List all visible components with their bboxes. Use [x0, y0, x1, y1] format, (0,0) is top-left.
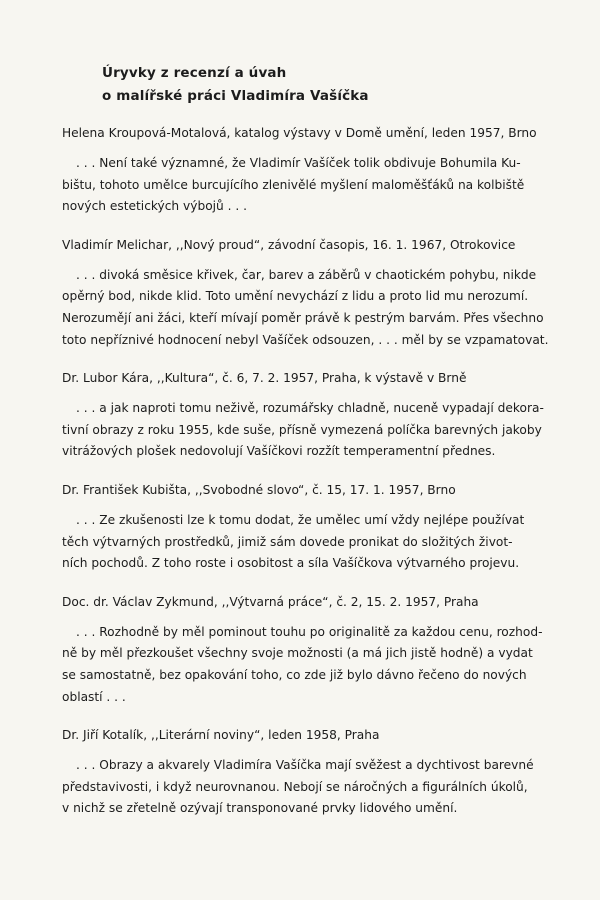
excerpt-line: vitrážových plošek nedovolují Vašíčkovi rozžít temperamentní přednes.	[62, 444, 496, 459]
excerpt-line: představivosti, i když neurovnanou. Nebojí se náročných a figurálních úkolů,	[62, 779, 528, 794]
excerpt-line: Nerozumějí ani žáci, kteří mívají poměr právě k pestrým barvám. Přes všechno	[62, 310, 544, 325]
excerpt-line: v nichž se zřetelně ozývají transponované prvky lidového umění.	[62, 801, 458, 816]
review-source: Helena Kroupová-Motalová, katalog výstavy v Domě umění, leden 1957, Brno	[62, 126, 537, 140]
excerpt-line: tivní obrazy z roku 1955, kde suše, přísně vymezená políčka barevných jakoby	[62, 422, 542, 437]
title-line-2: o malířské práci Vladimíra Vašíčka	[102, 88, 369, 104]
review-entry	[62, 481, 542, 575]
review-source: Dr. Jiří Kotalík, ,,Literární noviny“, leden 1958, Praha	[62, 728, 380, 743]
excerpt-line: . . . a jak naproti tomu neživě, rozumářsky chladně, nuceně vypadají dekora-	[76, 401, 544, 416]
excerpt-line: opěrný bod, nikde klid. Toto umění nevychází z lidu a proto lid mu nerozumí.	[62, 289, 529, 304]
excerpt-line: ních pochodů. Z toho roste i osobitost a síla Vašíčkova výtvarného projevu.	[62, 556, 520, 571]
review-excerpt	[62, 622, 542, 708]
review-excerpt	[62, 153, 542, 218]
review-excerpt	[62, 265, 549, 351]
review-source: Dr. František Kubišta, ,,Svobodné slovo“, č. 15, 17. 1. 1957, Brno	[62, 482, 456, 497]
excerpt-line: nových estetických výbojů . . .	[62, 199, 248, 214]
excerpt-line: ně by měl přezkoušet všechny svoje možnosti (a má jich jistě hodně) a vydat	[62, 646, 533, 661]
review-entry	[62, 593, 542, 708]
review-entry	[62, 124, 542, 218]
excerpt-line: se samostatně, bez opakování toho, co zde již bylo dávno řečeno do nových	[62, 667, 527, 682]
review-excerpt	[62, 398, 542, 463]
review-entry	[62, 369, 542, 463]
excerpt-line: těch výtvarných prostředků, jimiž sám dovede pronikat do složitých život-	[62, 534, 513, 549]
review-excerpt	[62, 755, 542, 820]
review-source: Dr. Lubor Kára, ,,Kultura“, č. 6, 7. 2. 1957, Praha, k výstavě v Brně	[62, 371, 467, 386]
excerpt-line: . . . Ze zkušenosti lze k tomu dodat, že umělec umí vždy nejlépe používat	[76, 512, 525, 527]
review-source: Vladimír Melichar, ,,Nový proud“, závodní časopis, 16. 1. 1967, Otrokovice	[62, 237, 516, 252]
review-source: Doc. dr. Václav Zykmund, ,,Výtvarná práce“, č. 2, 15. 2. 1957, Praha	[62, 594, 479, 609]
excerpt-line: . . . Obrazy a akvarely Vladimíra Vašíčka mají svěžest a dychtivost barevné	[76, 758, 534, 773]
excerpt-line: oblastí . . .	[62, 689, 126, 704]
excerpts-list	[62, 124, 549, 820]
excerpt-line: . . . divoká směsice křivek, čar, barev a záběrů v chaotickém pohybu, nikde	[76, 267, 537, 282]
excerpt-line: . . . Rozhodně by měl pominout touhu po originalitě za každou cenu, rozhod-	[76, 624, 543, 639]
page-title	[102, 62, 369, 108]
review-entry	[62, 236, 549, 351]
title-line-1: Úryvky z recenzí a úvah	[102, 65, 287, 81]
review-entry	[62, 726, 542, 820]
excerpt-line: . . . Není také významné, že Vladimír Vašíček tolik obdivuje Bohumila Ku-	[76, 156, 521, 170]
review-excerpt	[62, 510, 542, 575]
excerpt-line: bištu, tohoto umělce burcujícího zlenivělé myšlení maloměšťáků na kolbiště	[62, 177, 525, 192]
excerpt-line: toto nepříznivé hodnocení nebyl Vašíček odsouzen, . . . měl by se vzpamatovat.	[62, 332, 549, 347]
